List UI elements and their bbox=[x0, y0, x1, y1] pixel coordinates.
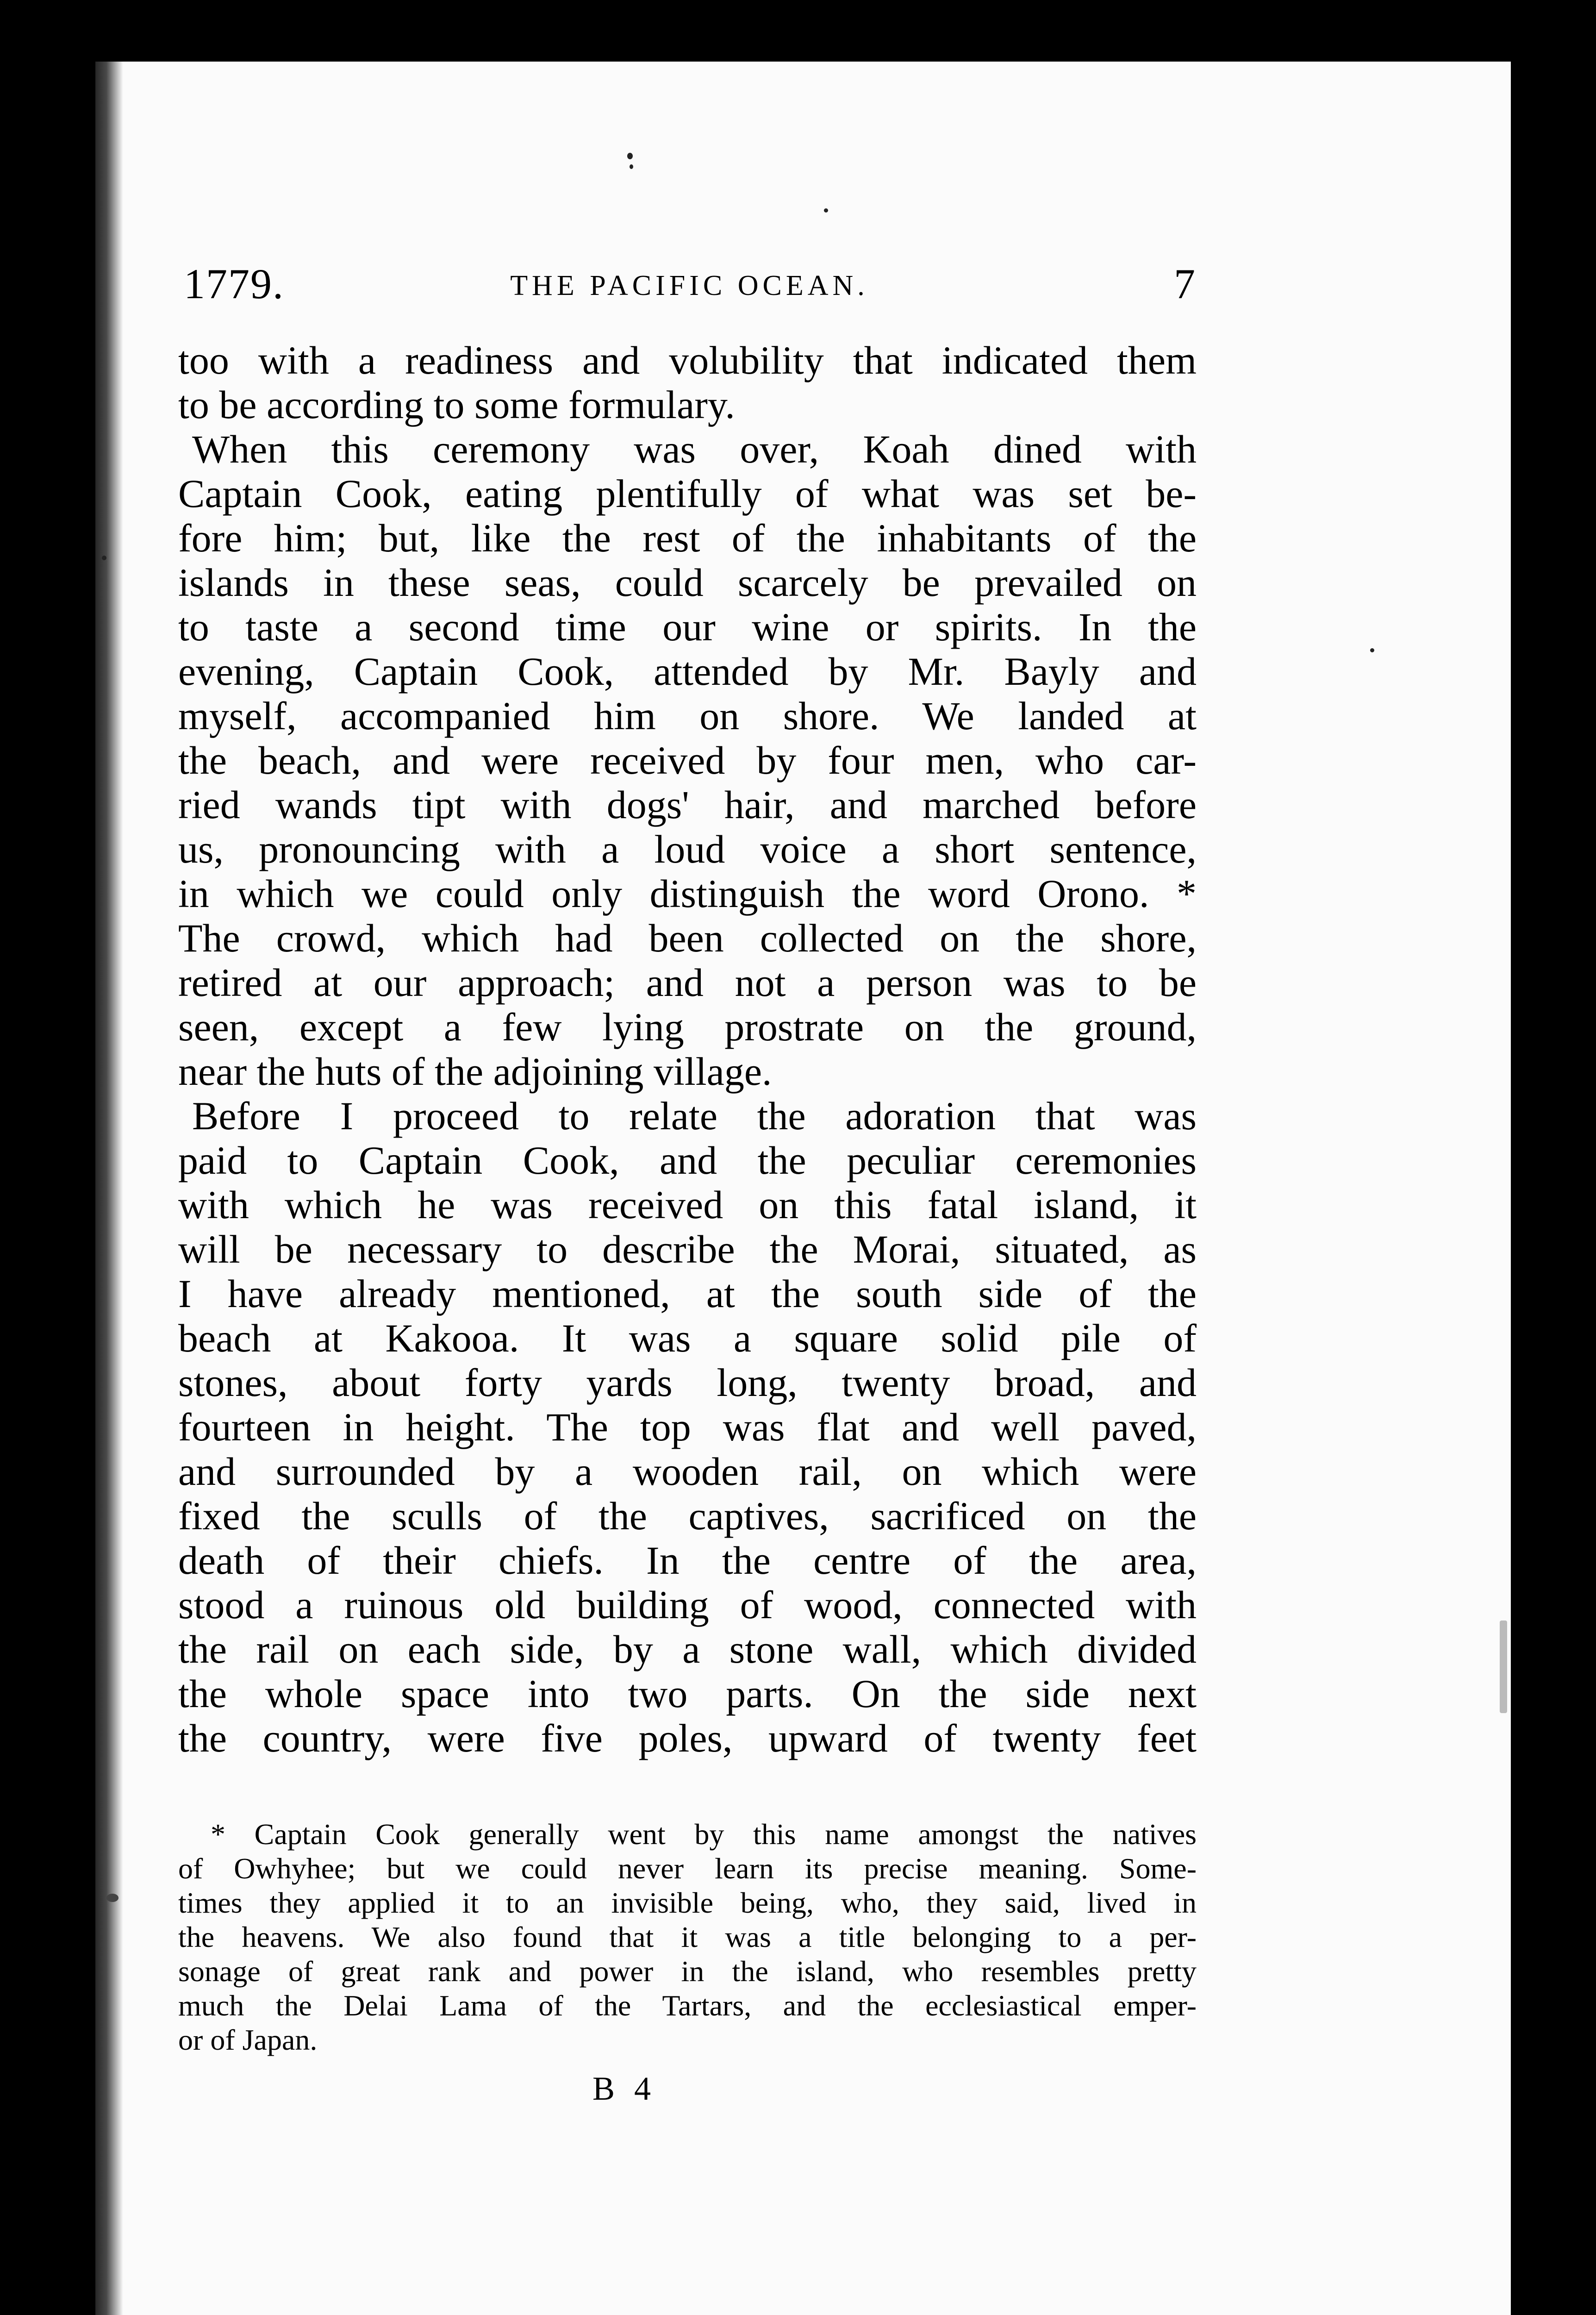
text-line: beach at Kakooa. It was a square solid pile of bbox=[178, 1316, 1197, 1360]
text-line: in which we could only distinguish the word Orono. * bbox=[178, 871, 1197, 916]
text-line: near the huts of the adjoining village. bbox=[178, 1049, 772, 1094]
text-line: with which he was received on this fatal island, it bbox=[178, 1183, 1197, 1227]
text-line: seen, except a few lying prostrate on the ground, bbox=[178, 1005, 1197, 1049]
text-line: the whole space into two parts. On the side next bbox=[178, 1671, 1197, 1716]
text-line: When this ceremony was over, Koah dined with bbox=[192, 427, 1197, 471]
footnote-line: much the Delai Lama of the Tartars, and the ecclesiastical emper- bbox=[178, 1989, 1197, 2022]
text-line: stones, about forty yards long, twenty broad, and bbox=[178, 1360, 1197, 1405]
text-line: us, pronouncing with a loud voice a short sentence, bbox=[178, 827, 1197, 871]
text-line: fore him; but, like the rest of the inhabitants of the bbox=[178, 516, 1197, 560]
text-line: the country, were five poles, upward of twenty feet bbox=[178, 1716, 1197, 1760]
text-line: and surrounded by a wooden rail, on which were bbox=[178, 1449, 1197, 1494]
text-line: the beach, and were received by four men, who car- bbox=[178, 738, 1197, 782]
text-line: Before I proceed to relate the adoration that was bbox=[192, 1094, 1197, 1138]
text-line: death of their chiefs. In the centre of the area, bbox=[178, 1538, 1197, 1583]
text-line: to taste a second time our wine or spirits. In the bbox=[178, 605, 1197, 649]
running-title: THE PACIFIC OCEAN. bbox=[510, 270, 869, 301]
text-line: ried wands tipt with dogs' hair, and marched before bbox=[178, 782, 1197, 827]
text-line: Captain Cook, eating plentifully of what was set be- bbox=[178, 471, 1197, 516]
main-text bbox=[178, 338, 1197, 1783]
signature-mark: B 4 bbox=[592, 2070, 657, 2107]
scan-speck bbox=[1370, 648, 1374, 652]
footnote-line: times they applied it to an invisible being, who, they said, lived in bbox=[178, 1886, 1197, 1919]
text-line: I have already mentioned, at the south side of the bbox=[178, 1271, 1197, 1316]
text-line: too with a readiness and volubility that indicated them bbox=[178, 338, 1197, 382]
scan-speck bbox=[824, 208, 828, 213]
page-number: 7 bbox=[1174, 260, 1195, 307]
text-line: will be necessary to describe the Morai, situated, as bbox=[178, 1227, 1197, 1271]
text-line: The crowd, which had been collected on the shore, bbox=[178, 916, 1197, 960]
text-line: fourteen in height. The top was flat and well paved, bbox=[178, 1405, 1197, 1449]
scan-speck bbox=[106, 1894, 118, 1902]
footnote bbox=[178, 1817, 1197, 2058]
footnote-line: * Captain Cook generally went by this name amongst the natives bbox=[211, 1818, 1197, 1851]
page-gutter-shadow bbox=[95, 62, 123, 2315]
text-line: paid to Captain Cook, and the peculiar ceremonies bbox=[178, 1138, 1197, 1183]
footnote-line: of Owhyhee; but we could never learn its precise meaning. Some- bbox=[178, 1852, 1197, 1885]
page-header bbox=[184, 259, 1195, 310]
text-line: evening, Captain Cook, attended by Mr. Bayly and bbox=[178, 649, 1197, 694]
header-year: 1779. bbox=[184, 260, 284, 307]
footnote-line: sonage of great rank and power in the island, who resembles pretty bbox=[178, 1955, 1197, 1988]
scan-speck bbox=[630, 164, 633, 169]
footnote-line: the heavens. We also found that it was a title belonging to a per- bbox=[178, 1921, 1197, 1953]
text-line: fixed the sculls of the captives, sacrificed on the bbox=[178, 1494, 1197, 1538]
scan-speck bbox=[627, 153, 633, 159]
text-line: the rail on each side, by a stone wall, which divided bbox=[178, 1627, 1197, 1671]
scan-speck bbox=[102, 556, 106, 560]
scan-speck bbox=[1500, 1620, 1507, 1713]
text-line: islands in these seas, could scarcely be prevailed on bbox=[178, 560, 1197, 605]
text-line: to be according to some formulary. bbox=[178, 382, 735, 427]
text-line: stood a ruinous old building of wood, connected with bbox=[178, 1583, 1197, 1627]
text-line: retired at our approach; and not a person was to be bbox=[178, 960, 1197, 1005]
text-line: myself, accompanied him on shore. We landed at bbox=[178, 694, 1197, 738]
footnote-line: or of Japan. bbox=[178, 2023, 318, 2056]
